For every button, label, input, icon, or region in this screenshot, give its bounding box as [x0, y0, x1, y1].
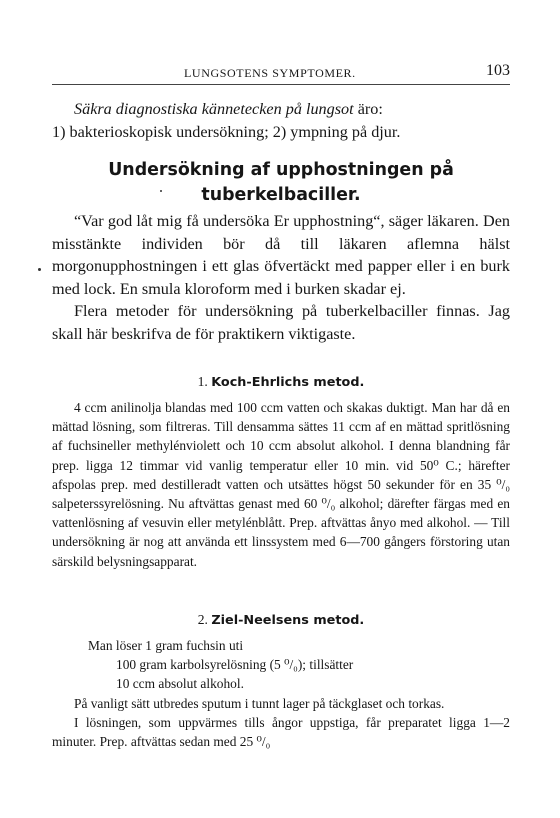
method-1-paragraph: 4 ccm anilinolja blandas med 100 ccm vatten och skakas duktigt. Man har då en mättad lösning, som filtreras. Till densamma sättes 11 ccm af en mättad spritlösning af fuchsineller methylénviolett och 10 ccm absolut alkohol. I denna blandning får prep. ligga 12 timmar vid vanlig temperatur eller 10 min. vid 50⁰ C.; härefter afspolas prep. med destilleradt vatten och utsättes högst 50 sekunder för en 35 ⁰/₀ salpeterssyrelösning. Nu aftvättas genast med 60 ⁰/₀ alkohol; därefter färgas med en vattenlösning af vesuvin eller metylénblått. Prep. aftvättas ånyo med alkohol. — Till undersökning är nog att använda ett linssystem med 6—700 gångers förstoring utan särskild belysningsapparat.	[52, 400, 510, 569]
recipe-line-3: 10 ccm absolut alkohol.	[116, 676, 244, 692]
body-text	[52, 210, 510, 346]
method-1-heading	[52, 374, 510, 390]
method-2-heading	[52, 612, 510, 628]
print-speck	[160, 190, 162, 192]
method-2-text-block	[52, 636, 510, 751]
method-2-paragraph-2: I lösningen, som uppvärmes tills ångor uppstiga, får preparatet ligga 1—2 minuter. Prep. aftvättas sedan med 25 ⁰/₀	[52, 714, 510, 750]
method-1-number: 1.	[197, 374, 208, 389]
intro-paragraph	[52, 98, 510, 144]
intro-line-1	[52, 98, 510, 121]
body-paragraph-2: Flera metoder för undersökning på tuberkelbaciller finnas. Jag skall här beskrifva de för praktikern viktigaste.	[52, 302, 510, 343]
method-2-number: 2.	[197, 612, 208, 627]
running-title: LUNGSOTENS SYMPTOMER.	[184, 66, 356, 80]
intro-line-1-rest: äro:	[353, 100, 383, 118]
body-paragraph-1: “Var god låt mig få undersöka Er upphostning“, säger läkaren. Den misstänkte individen bör då till läkaren aflemna hälst morgonupphostningen i ett glas öfvertäckt med papper eller i en burk med lock. En smula kloroform med i burken skadar ej.	[52, 212, 510, 298]
method-2-name: Ziel-Neelsens metod.	[211, 613, 365, 628]
intro-line-2: 1) bakterioskopisk undersökning; 2) ympning på djur.	[52, 123, 401, 141]
section-heading: Undersökning af upphostningen på tuberkelbaciller.	[108, 160, 454, 205]
recipe-line-1: Man löser 1 gram fuchsin uti	[88, 638, 244, 653]
method-1-text-block	[52, 398, 510, 571]
intro-emphasis: Säkra diagnostiska kännetecken på lungsot	[74, 100, 354, 118]
page-number: 103	[486, 62, 510, 79]
method-2-paragraph-1: På vanligt sätt utbredes sputum i tunnt lager på täckglaset och torkas.	[74, 695, 445, 711]
running-header	[52, 62, 510, 85]
recipe-line-2: 100 gram karbolsyrelösning (5 ⁰/₀); tillsätter	[116, 657, 354, 673]
margin-mark	[38, 268, 41, 271]
method-1-name: Koch-Ehrlichs metod.	[211, 375, 365, 390]
